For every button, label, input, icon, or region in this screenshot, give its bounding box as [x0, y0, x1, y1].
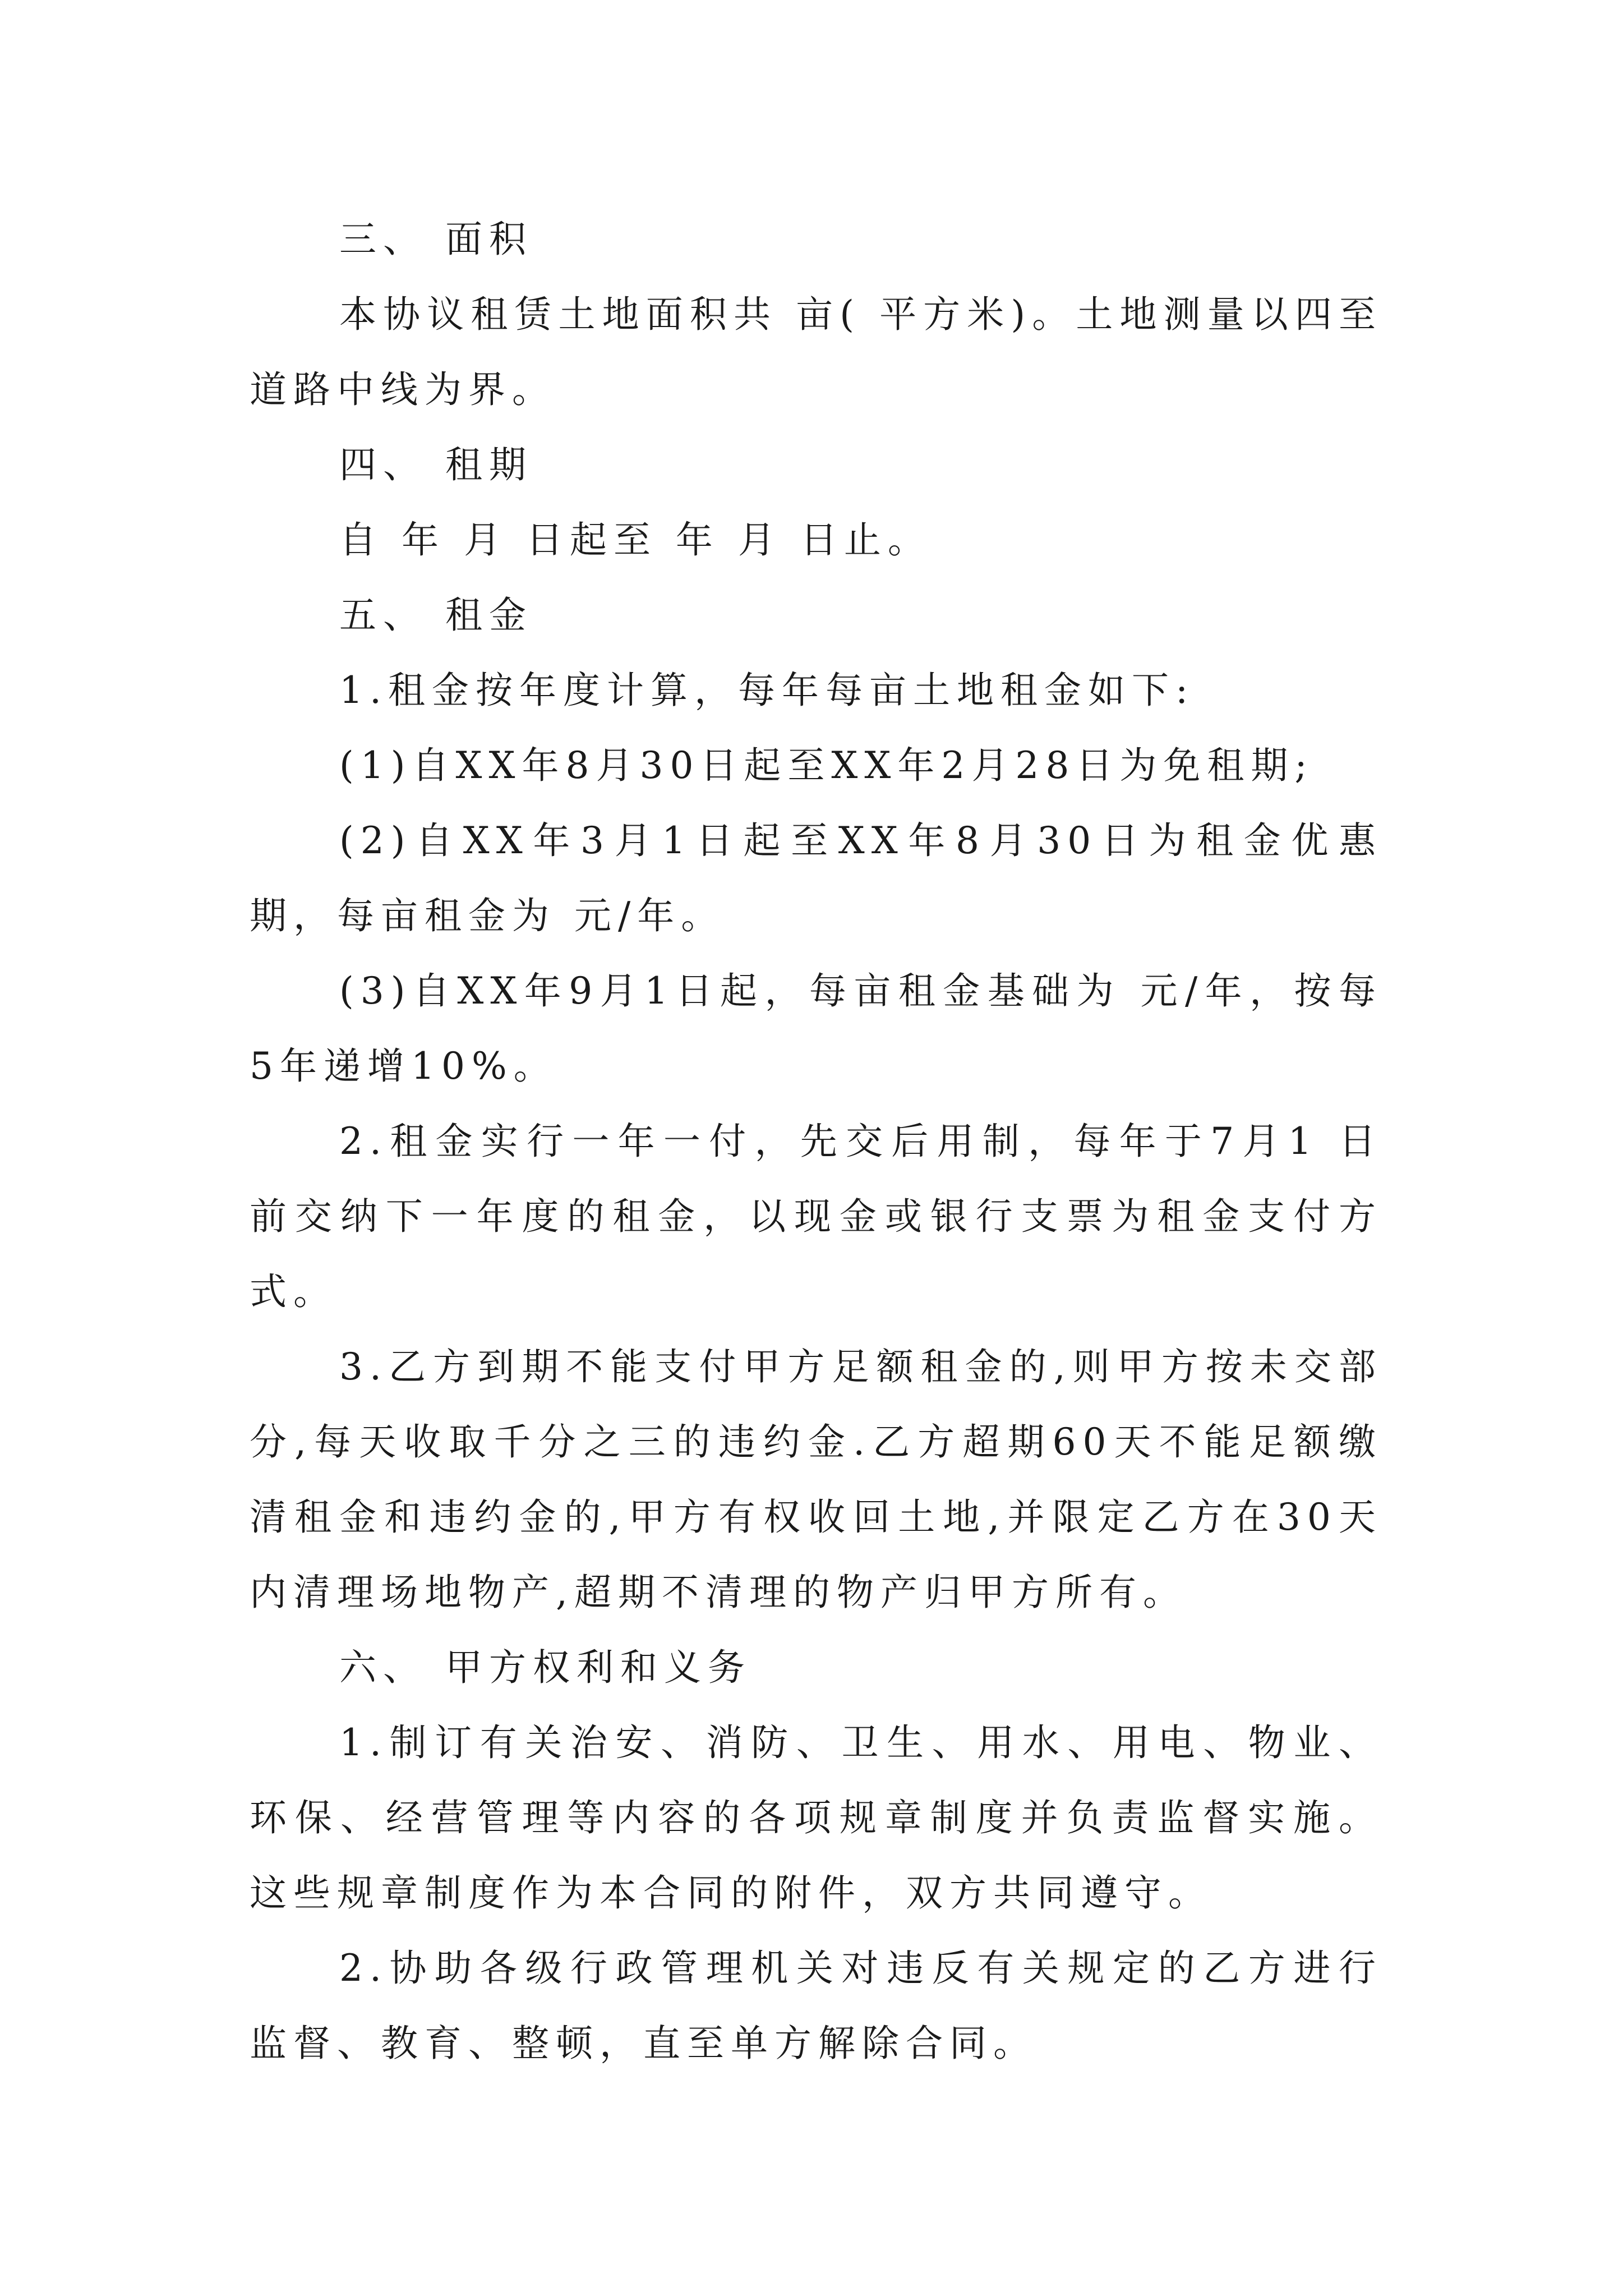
paragraph-term-dates: 自 年 月 日起至 年 月 日止。 [339, 518, 932, 562]
paragraph-rent-subitem-2: (2)自XX年3月1日起至XX年8月30日为租金优惠期，每亩租金为 元/年。 [250, 819, 1382, 937]
paragraph-rent-item-3: 3.乙方到期不能支付甲方足额租金的,则甲方按未交部分,每天收取千分之三的违约金.乙方超期60天不能足额缴清租金和违约金的,甲方有权收回土地,并限定乙方在30天内清理场地物产,超期不清理的物产归甲方所有。 [250, 1345, 1382, 1614]
document-body [250, 202, 1382, 2081]
paragraph-rent-subitem-3: (3)自XX年9月1日起，每亩租金基础为 元/年，按每5年递增10%。 [250, 969, 1382, 1088]
section-heading-term: 四、 租期 [339, 443, 533, 486]
paragraph-party-a-item-1: 1.制订有关治安、消防、卫生、用水、用电、物业、环保、经营管理等内容的各项规章制度并负责监督实施。这些规章制度作为本合同的附件，双方共同遵守。 [250, 1721, 1382, 1915]
section-heading-party-a: 六、 甲方权利和义务 [339, 1646, 751, 1689]
section-heading-rent: 五、 租金 [339, 593, 533, 637]
paragraph-rent-item-2: 2.租金实行一年一付，先交后用制，每年于7月1 日前交纳下一年度的租金，以现金或银行支票为租金支付方式。 [250, 1120, 1382, 1313]
paragraph-area-terms: 本协议租赁土地面积共 亩( 平方米)。土地测量以四至道路中线为界。 [250, 293, 1382, 411]
paragraph-party-a-item-2: 2.协助各级行政管理机关对违反有关规定的乙方进行监督、教育、整顿，直至单方解除合同。 [250, 1947, 1382, 2065]
paragraph-rent-item-1: 1.租金按年度计算，每年每亩土地租金如下: [339, 669, 1195, 712]
paragraph-rent-subitem-1: (1)自XX年8月30日起至XX年2月28日为免租期; [339, 744, 1314, 787]
section-heading-area: 三、 面积 [339, 218, 533, 261]
